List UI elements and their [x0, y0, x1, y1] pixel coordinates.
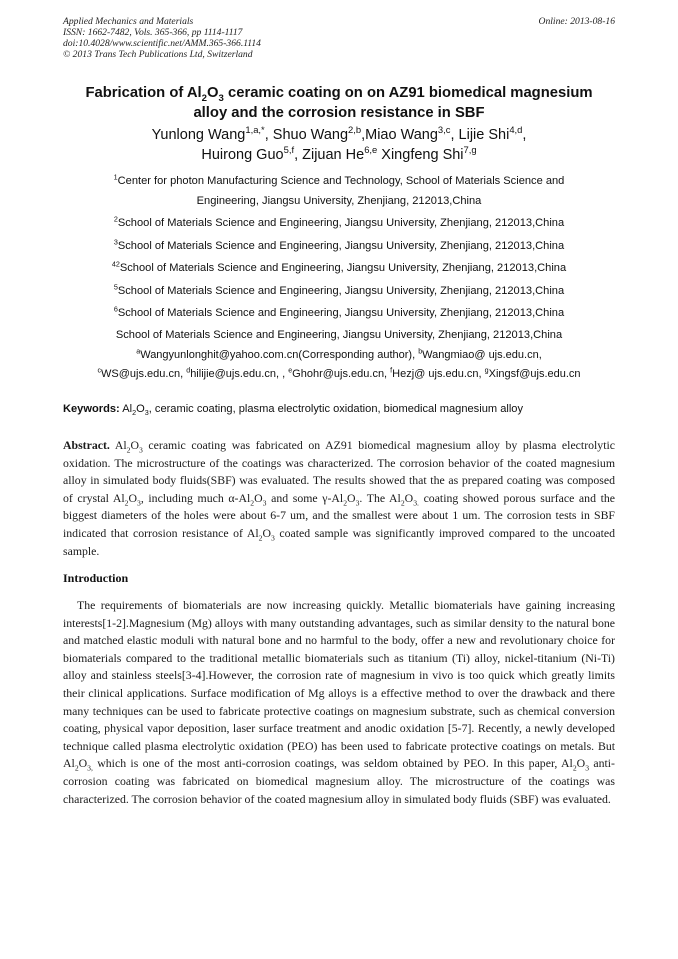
introduction-body: [63, 597, 615, 808]
journal-header: [63, 16, 615, 60]
journal-copyright: © 2013 Trans Tech Publications Ltd, Switzerland: [63, 49, 253, 60]
journal-name: Applied Mechanics and Materials: [63, 16, 194, 27]
affiliation-7: School of Materials Science and Engineering, Jiangsu University, Zhenjiang, 212013,China: [115, 329, 563, 342]
keywords: Keywords: $Al_2O_3$, ceramic coating, plasma electrolytic oxidation, biomedical magnesium alloy: [63, 403, 524, 418]
affiliation-1: $^1$Center for photon Manufacturing Science and Technology, School of Materials Science and: [113, 172, 565, 187]
email-line-1: $^a$Wangyunlonghit@yahoo.com.cn(Corresponding author), $^b$Wangmiao@ ujs.edu.cn,: [136, 347, 542, 361]
affiliations: [60, 172, 618, 347]
abstract-label: Abstract.: [63, 438, 110, 452]
affiliation-4: $^{42}$School of Materials Science and Engineering, Jiangsu University, Zhenjiang, 212013,China: [111, 259, 567, 275]
paper-title: [40, 83, 638, 123]
email-line-2: $^c$WS@ujs.edu.cn, $^d$hilijie@ujs.edu.cn, , $^e$Ghohr@ujs.edu.cn, $^f$Hezj@ ujs.edu.cn, $^g$Xingsf@ujs.edu.cn: [97, 366, 581, 380]
title-line-1: Fabrication of $Al_2O_3$ ceramic coating on on AZ91 biomedical magnesium: [85, 85, 593, 104]
affiliation-1-cont: Engineering, Jiangsu University, Zhenjiang, 212013,China: [196, 195, 482, 207]
affiliation-2: $^2$School of Materials Science and Engineering, Jiangsu University, Zhenjiang, 212013,China: [113, 214, 565, 230]
title-line-2: alloy and the corrosion resistance in SBF: [193, 105, 485, 121]
author-list: [40, 125, 638, 165]
introduction-heading: Introduction: [63, 571, 129, 585]
affiliation-6: $^6$School of Materials Science and Engineering, Jiangsu University, Zhenjiang, 212013,China: [113, 304, 565, 320]
abstract: Abstract. $Al_2O_3$ ceramic coating was fabricated on AZ91 biomedical magnesium alloy by plasma electrolytic oxidation. The microstructure of the coatings was characterized. The corrosion behavior of the coated magnesium alloy in simulated body fluids(SBF) was evaluated. The results showed that the as prepared coating was composed of crystal $Al_2O_3$, including much $\alpha-Al_2O_3$ and some $\gamma-Al_2O_3$. The $Al_2O_{3.}$ coating showed porous surface and the biggest diameters of the holes were about 6-7 um, and the smallest were about 1 um. The corrosion tests in SBF indicated that corrosion resistance of $Al_2O_3$ coated sample was significantly improved compared to the uncoated sample.: [63, 438, 615, 558]
journal-info: [63, 16, 615, 60]
author-line-1: Yunlong Wang$^{1,a,*}$, Shuo Wang$^{2,b}$,Miao Wang$^{3,c}$, Lijie Shi$^{4,d}$,: [151, 124, 527, 143]
journal-issn: ISSN: 1662-7482, Vols. 365-366, pp 1114-1117: [63, 27, 243, 38]
affiliation-5: $^5$School of Materials Science and Engineering, Jiangsu University, Zhenjiang, 212013,China: [113, 281, 565, 297]
online-date: Online: 2013-08-16: [538, 16, 615, 27]
keywords-label: Keywords:: [63, 403, 120, 415]
affiliation-3: $^3$School of Materials Science and Engineering, Jiangsu University, Zhenjiang, 212013,China: [113, 237, 565, 252]
journal-doi: doi:10.4028/www.scientific.net/AMM.365-366.1114: [63, 38, 261, 49]
author-emails: [40, 346, 638, 384]
author-line-2: Huirong Guo$^{5,f}$, Zijuan He$^{6,e}$ Xingfeng Shi$^{7,g}$: [201, 144, 477, 163]
introduction-paragraph: The requirements of biomaterials are now increasing quickly. Metallic biomaterials have gaining increasing interests[1-2].Magnesium (Mg) alloys with many outstanding advantages, such as similar density to the natural bone and matched elastic moduli with natural bone and no harmful to the body, offer a new and revolutionary choice for biomaterials compared to the traditional metallic biomaterials such as titanium (Ti) alloy, nickel-titanium (Ni-Ti) alloy and stainless steels[3-4].However, the corrosion rate of magnesium in vivo is too quick which greatly limits their clinical applications. Surface modification of Mg alloys is a effective method to over the drawback and there many techniques can be used to fabricate protective coatings on magnesium substrate, such as chemical conversion coating, physical vapor deposition, laser surface treatment and anodic oxidation [5-7]. Recently, a newly developed technique called plasma electrolytic oxidation (PEO) has been used to fabricate protective coatings on metals. But $Al_2O_{3,}$ which is one of the most anti-corrosion coatings, was seldom obtained by PEO. In this paper, $Al_2O_3$ anti-corrosion coating was fabricated on biomedical magnesium alloy. The microstructure of the coatings was characterized. The corrosion behavior of the coated magnesium alloy in simulated body fluids (SBF) was evaluated.: [63, 598, 615, 806]
